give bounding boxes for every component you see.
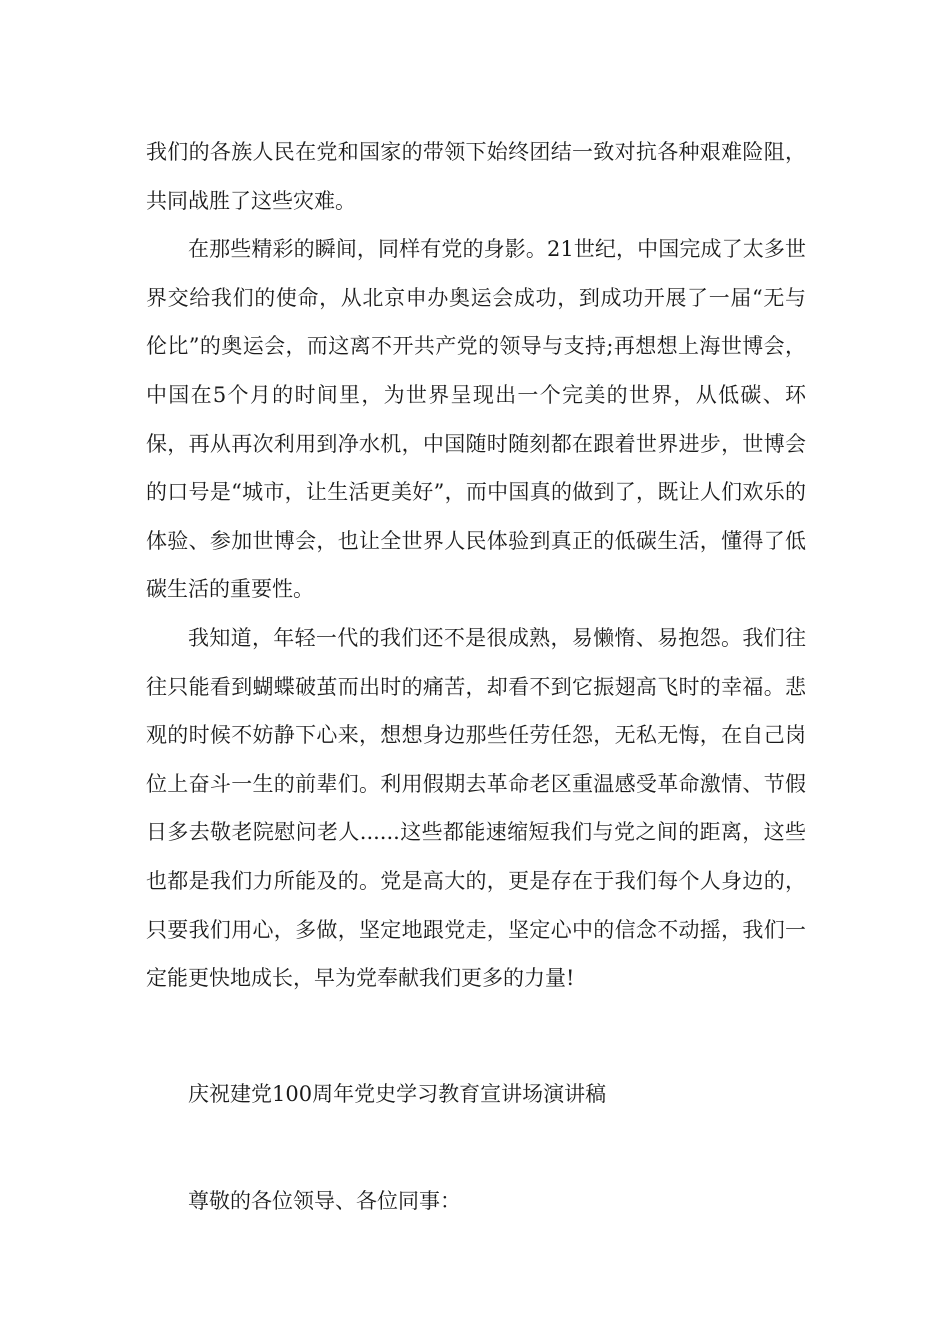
body-text bbox=[146, 128, 806, 1003]
speech-title: 庆祝建党100周年党史学习教育宣讲场演讲稿 bbox=[188, 1082, 607, 1106]
paragraph-1: 我们的各族人民在党和国家的带领下始终团结一致对抗各种艰难险阻，共同战胜了这些灾难。 bbox=[146, 140, 806, 213]
paragraph-2: 在那些精彩的瞬间，同样有党的身影。21世纪，中国完成了太多世界交给我们的使命，从北京申办奥运会成功，到成功开展了一届“无与伦比”的奥运会，而这离不开共产党的领导与支持;再想想上海世博会，中国在5个月的时间里，为世界呈现出一个完美的世界，从低碳、环保，再从再次利用到净水机，中国随时随刻都在跟着世界进步，世博会的口号是“城市，让生活更美好”，而中国真的做到了，既让人们欢乐的体验、参加世博会，也让全世界人民体验到真正的低碳生活，懂得了低碳生活的重要性。 bbox=[146, 237, 806, 602]
salutation: 尊敬的各位领导、各位同事： bbox=[188, 1189, 461, 1213]
paragraph-3: 我知道，年轻一代的我们还不是很成熟，易懒惰、易抱怨。我们往往只能看到蝴蝶破茧而出时的痛苦，却看不到它振翅高飞时的幸福。悲观的时候不妨静下心来，想想身边那些任劳任怨，无私无悔，在自己岗位上奋斗一生的前辈们。利用假期去革命老区重温感受革命激情、节假日多去敬老院慰问老人......这些都能速缩短我们与党之间的距离，这些也都是我们力所能及的。党是高大的，更是存在于我们每个人身边的，只要我们用心，多做，坚定地跟党走，坚定心中的信念不动摇，我们一定能更快地成长，早为党奉献我们更多的力量! bbox=[146, 625, 806, 991]
